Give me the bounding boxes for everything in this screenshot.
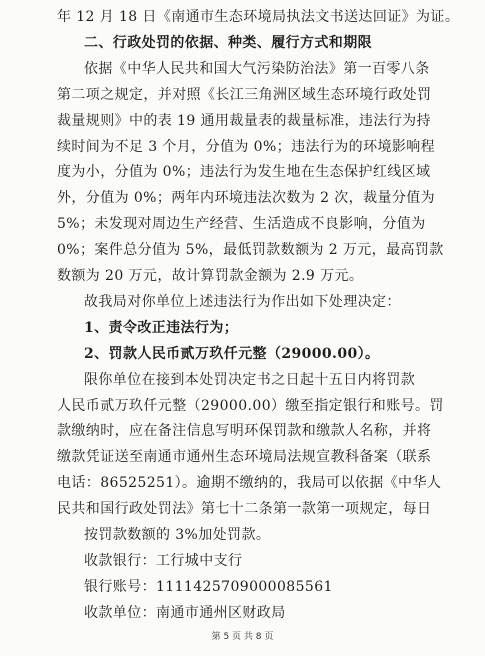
text-line: 款缴纳时，应在备注信息写明环保罚款和缴款人名称，并将 (57, 423, 432, 440)
text-line: 第二项之规定，并对照《长江三角洲区域生态环境行政处罚 (57, 86, 432, 103)
payee-bank: 收款银行：工行城中支行 (84, 552, 243, 569)
text-line: 续时间为不足 3 个月，分值为 0%；违法行为的环境影响程 (57, 138, 436, 155)
text-line: 限你单位在接到本处罚决定书之日起十五日内将罚款 (84, 371, 416, 388)
text-line: 5%；未发现对周边生产经营、生活造成不良影响，分值为 (57, 216, 426, 233)
text-line: 人民币贰万玖仟元整（29000.00）缴至指定银行和账号。罚 (57, 397, 444, 414)
bank-account: 银行账号：1111425709000085561 (84, 578, 333, 595)
text-line: 外，分值为 0%；两年内环境违法次数为 2 次，裁量分值为 (57, 190, 436, 207)
text-line: 民共和国行政处罚法》第七十二条第一款第一项规定，每日 (57, 501, 432, 518)
text-line: 电话：86525251）。逾期不缴纳的，我局可以依据《中华人 (57, 475, 442, 492)
page-number: 第 5 页 共 8 页 (211, 632, 274, 642)
decision-item-1: 1、责令改正违法行为； (84, 319, 239, 336)
payee-unit: 收款单位：南通市通州区财政局 (84, 604, 286, 621)
text-line: 故我局对你单位上述违法行为作出如下处理决定： (84, 293, 401, 310)
text-line: 依据《中华人民共和国大气污染防治法》第一百零八条 (84, 60, 430, 77)
text-line: 裁量规则》中的表 19 通用裁量表的裁量标准，违法行为持 (57, 112, 431, 129)
decision-item-2: 2、罚款人民币贰万玖仟元整（29000.00）。 (84, 345, 380, 362)
text-line: 缴款凭证送至南通市通州生态环境局法规宣教科备案（联系 (57, 449, 432, 466)
text-line: 数额为 20 万元，故计算罚款金额为 2.9 万元。 (57, 268, 364, 284)
text-line: 年 12 月 18 日《南通市生态环境局执法文书送达回证》为证。 (57, 9, 460, 25)
text-line: 按罚款数额的 3%加处罚款。 (84, 527, 271, 543)
section-heading: 二、行政处罚的依据、种类、履行方式和期限 (84, 34, 372, 51)
text-line: 度为小，分值为 0%；违法行为发生地在生态保护红线区域 (57, 164, 431, 181)
text-line: 0%；案件总分值为 5%，最低罚款数额为 2 万元，最高罚款 (57, 242, 444, 259)
